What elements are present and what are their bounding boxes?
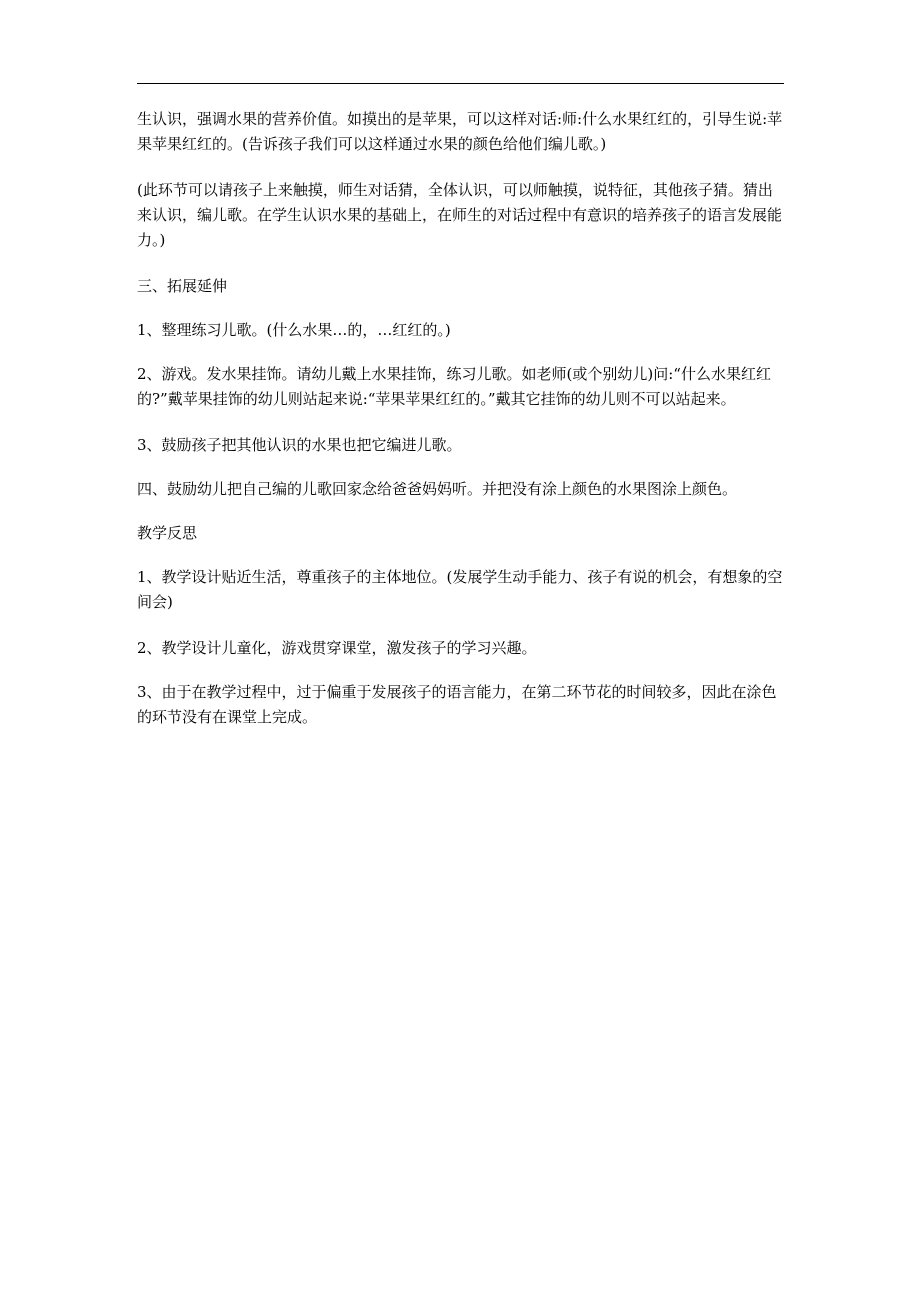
paragraph-touch-guess-note: (此环节可以请孩子上来触摸，师生对话猜，全体认识，可以师触摸，说特征，其他孩子猜。猜出来认识，编儿歌。在学生认识水果的基础上，在师生的对话过程中有意识的培养孩子的语言发展能力。) [137, 181, 783, 249]
document-body [137, 107, 787, 751]
section-heading-home-activity: 四、鼓励幼儿把自己编的儿歌回家念给爸爸妈妈听。并把没有涂上颜色的水果图涂上颜色。 [137, 480, 738, 498]
reflection-item-life: 1、教学设计贴近生活，尊重孩子的主体地位。(发展学生动手能力、孩子有说的机会，有想象的空间会) [137, 568, 783, 611]
reflection-item-time: 3、由于在教学过程中，过于偏重于发展孩子的语言能力，在第二环节花的时间较多，因此在涂色的环节没有在课堂上完成。 [137, 683, 777, 726]
list-item-practice-song: 1、整理练习儿歌。(什么水果…的，…红红的。) [137, 321, 451, 339]
paragraph-fruit-nutrition: 生认识，强调水果的营养价值。如摸出的是苹果，可以这样对话:师:什么水果红红的，引导生说:苹果苹果红红的。(告诉孩子我们可以这样通过水果的颜色给他们编儿歌。) [137, 110, 783, 153]
header-rule [137, 83, 784, 84]
section-heading-reflection: 教学反思 [137, 524, 198, 542]
section-heading-extension: 三、拓展延伸 [137, 277, 228, 295]
list-item-game: 2、游戏。发水果挂饰。请幼儿戴上水果挂饰，练习儿歌。如老师(或个别幼儿)问:“什么水果红红的?”戴苹果挂饰的幼儿则站起来说:“苹果苹果红红的。”戴其它挂饰的幼儿则不可以站起来。 [137, 365, 771, 408]
reflection-item-childlike: 2、教学设计儿童化，游戏贯穿课堂，激发孩子的学习兴趣。 [137, 639, 537, 657]
list-item-other-fruits: 3、鼓励孩子把其他认识的水果也把它编进儿歌。 [137, 436, 462, 454]
